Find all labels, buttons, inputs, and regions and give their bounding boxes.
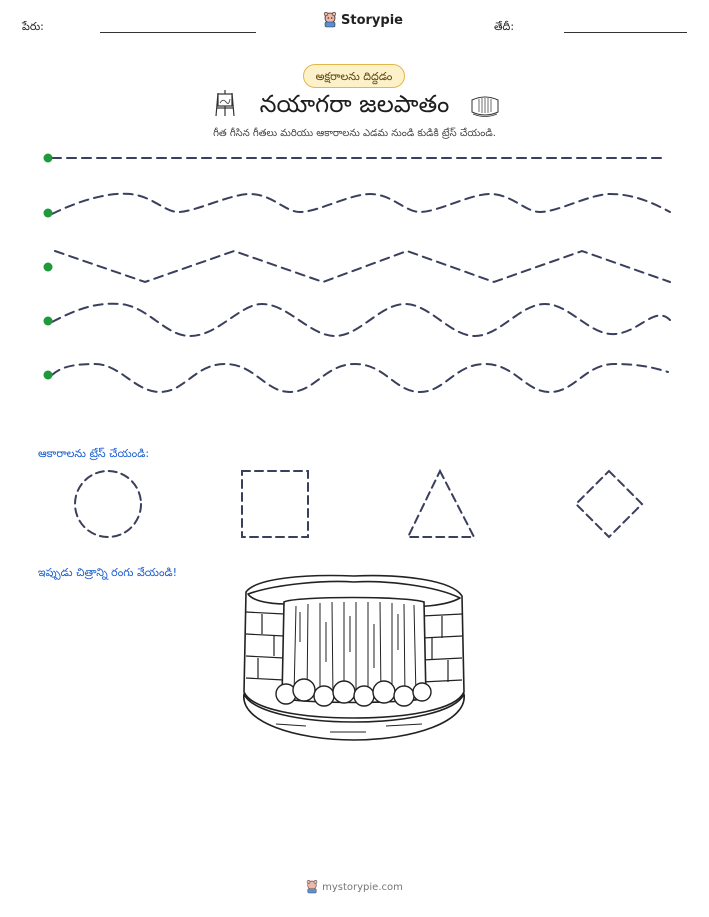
trace-line-zigzag[interactable] bbox=[55, 251, 670, 282]
trace-square[interactable] bbox=[242, 471, 308, 537]
start-dot bbox=[44, 154, 53, 163]
start-dot bbox=[44, 371, 53, 380]
trace-triangle[interactable] bbox=[408, 471, 474, 537]
trace-line-wave-3[interactable] bbox=[52, 364, 668, 392]
footer bbox=[0, 880, 709, 894]
name-label: పేరు: bbox=[22, 20, 44, 33]
instruction-text: గీత గీసిన గీతలు మరియు ఆకారాలను ఎడమ నుండి కుడికి ట్రేస్ చేయండి. bbox=[213, 128, 496, 139]
trace-lines-area bbox=[0, 0, 709, 420]
trace-line-wave-1[interactable] bbox=[52, 194, 670, 214]
trace-shapes-area bbox=[0, 460, 709, 550]
brand-name: Storypie bbox=[341, 12, 403, 28]
trace-line-wave-2[interactable] bbox=[52, 304, 670, 336]
shapes-heading: ఆకారాలను ట్రేస్ చేయండి: bbox=[38, 447, 150, 460]
waterfall-coloring-picture[interactable] bbox=[236, 572, 472, 744]
start-dot bbox=[44, 263, 53, 272]
start-dot bbox=[44, 209, 53, 218]
trace-diamond[interactable] bbox=[576, 471, 642, 537]
date-label: తేదీ: bbox=[494, 20, 515, 33]
start-dot bbox=[44, 317, 53, 326]
footer-url[interactable]: mystorypie.com bbox=[322, 881, 403, 893]
trace-circle[interactable] bbox=[75, 471, 141, 537]
page-title: నయాగరా జలపాతం bbox=[259, 90, 450, 118]
activity-badge: అక్షరాలను దిద్దడం bbox=[303, 64, 405, 88]
coloring-heading: ఇప్పుడు చిత్రాన్ని రంగు వేయండి! bbox=[38, 566, 178, 579]
storypie-mascot-icon bbox=[306, 880, 318, 894]
